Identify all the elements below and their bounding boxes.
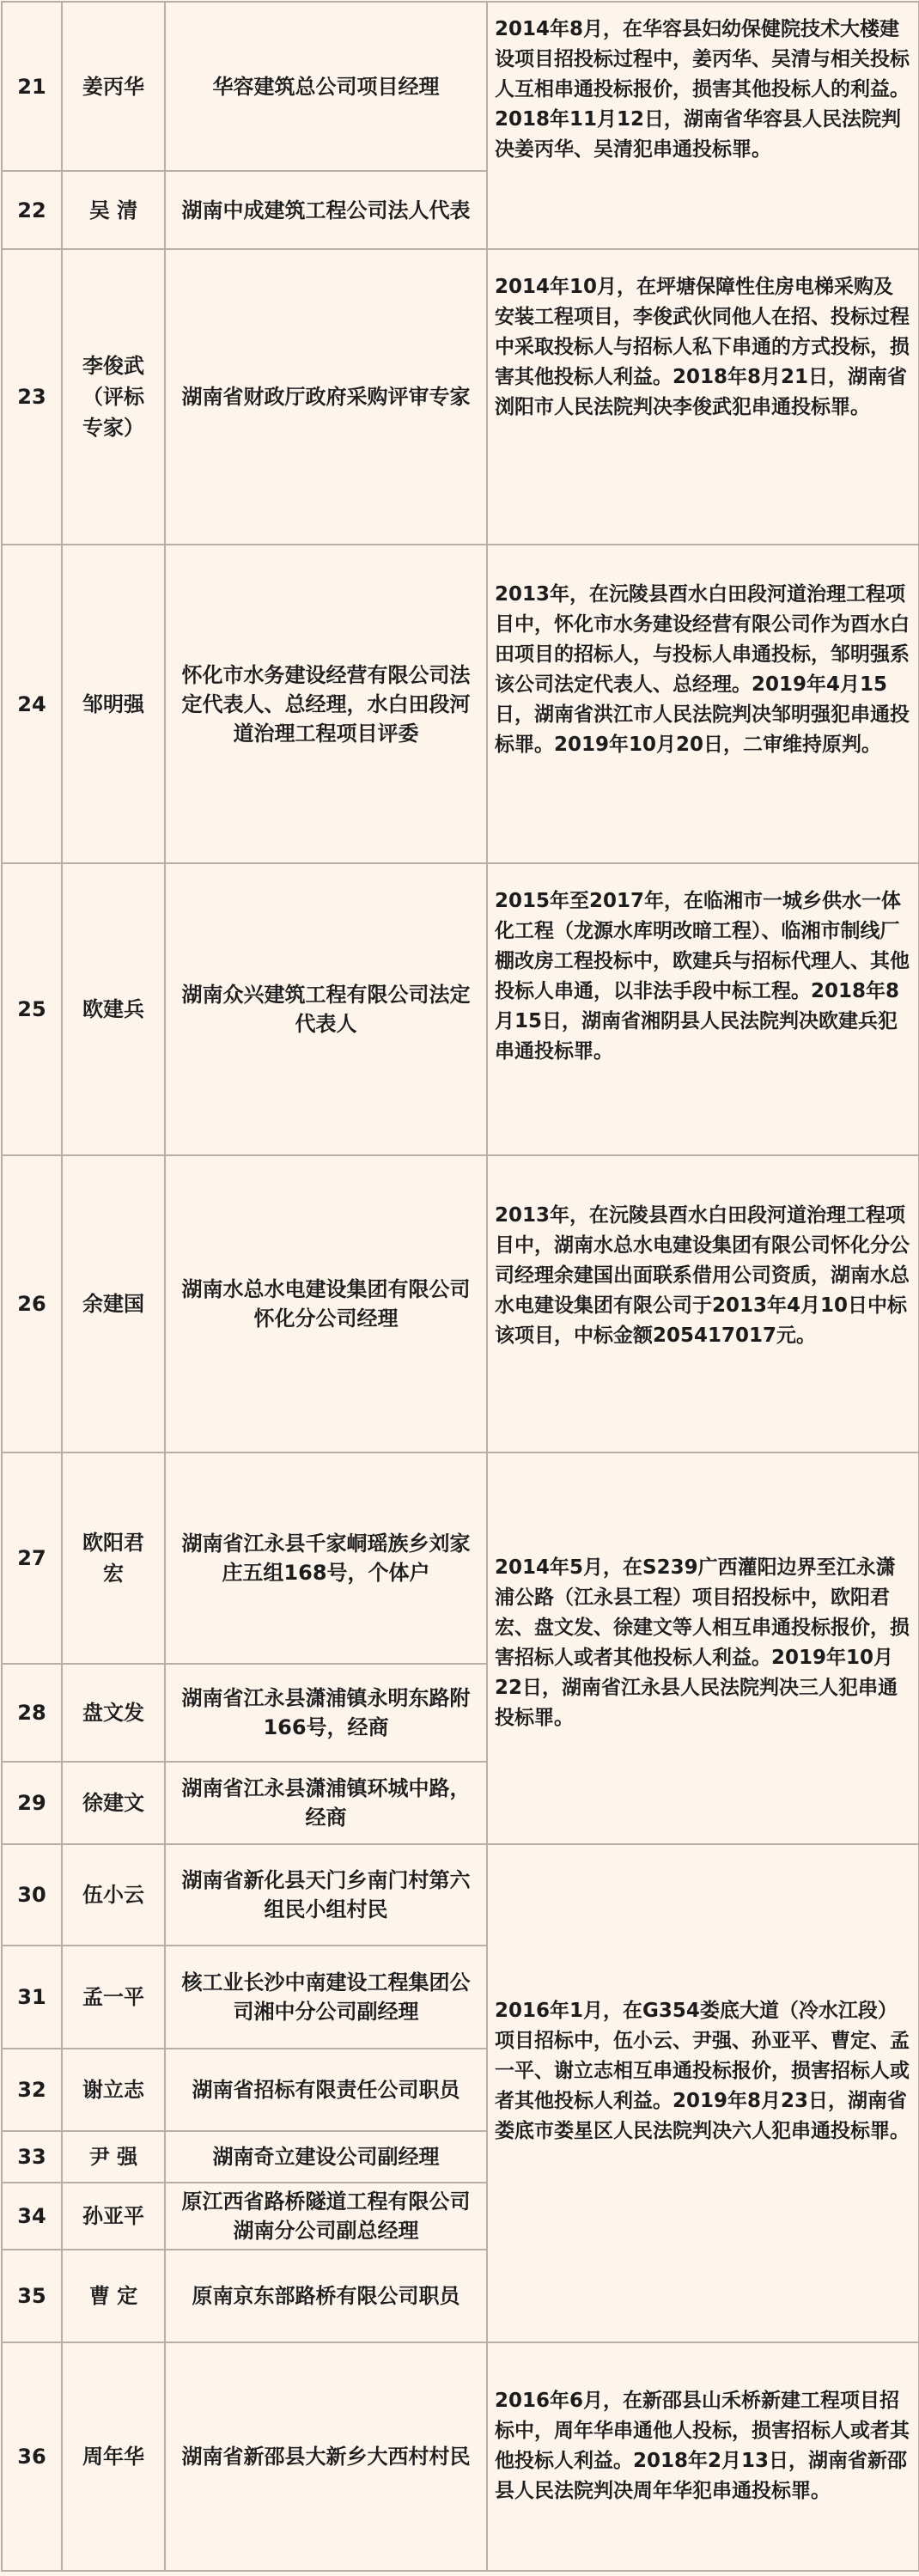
case-description bbox=[487, 1452, 919, 1844]
case-text: 2013年，在沅陵县酉水白田段河道治理工程项目中，怀化市水务建设经营有限公司作为酉水白田项目的招标人，与投标人串通投标，邹明强系该公司法定代表人、总经理。2019年4月15日，湖南省洪江市人民法院判决邹明强犯串通投标罪。2019年10月20日，二审维持原判。 bbox=[495, 583, 910, 756]
case-description bbox=[487, 863, 919, 1155]
person-position: 湖南省新化县天门乡南门村第六组民小组村民 bbox=[165, 1844, 487, 1946]
person-name: 孙亚平 bbox=[62, 2183, 165, 2250]
person-name: 李俊武（评标专家） bbox=[62, 249, 165, 545]
person-position: 湖南省江永县潇浦镇永明东路附166号，经商 bbox=[165, 1664, 487, 1762]
table-row bbox=[2, 545, 919, 863]
case-description bbox=[487, 1844, 919, 2342]
person-name: 欧阳君宏 bbox=[62, 1452, 165, 1664]
case-description bbox=[487, 1155, 919, 1452]
case-text: 2014年5月，在S239广西灌阳边界至江永潇浦公路（江永县工程）项目招投标中，欧阳君宏、盘文发、徐建文等人相互串通投标报价，损害招标人或者其他投标人利益。2019年10月22日，湖南省江永县人民法院判决三人犯串通投标罪。 bbox=[495, 1556, 910, 1729]
row-number: 28 bbox=[2, 1664, 62, 1762]
case-description bbox=[487, 2, 919, 249]
case-description bbox=[487, 2342, 919, 2571]
table-row bbox=[2, 2, 919, 171]
person-position: 湖南省江永县潇浦镇环城中路，经商 bbox=[165, 1762, 487, 1844]
person-position: 湖南省招标有限责任公司职员 bbox=[165, 2049, 487, 2131]
case-text: 2016年1月，在G354娄底大道（冷水江段）项目招标中，伍小云、尹强、孙亚平、曹定、孟一平、谢立志相互串通投标报价，损害招标人或者其他投标人利益。2019年8月23日，湖南省娄底市娄星区人民法院判决六人犯串通投标罪。 bbox=[495, 2000, 910, 2142]
table-row bbox=[2, 249, 919, 545]
row-number: 25 bbox=[2, 863, 62, 1155]
row-number: 32 bbox=[2, 2049, 62, 2131]
person-position: 湖南省财政厅政府采购评审专家 bbox=[165, 249, 487, 545]
table-row bbox=[2, 2342, 919, 2571]
person-name: 谢立志 bbox=[62, 2049, 165, 2131]
person-position: 湖南众兴建筑工程有限公司法定代表人 bbox=[165, 863, 487, 1155]
person-position: 湖南奇立建设公司副经理 bbox=[165, 2131, 487, 2183]
row-number: 21 bbox=[2, 2, 62, 171]
row-number: 34 bbox=[2, 2183, 62, 2250]
row-number: 35 bbox=[2, 2250, 62, 2342]
person-name: 邹明强 bbox=[62, 545, 165, 863]
person-position: 原江西省路桥隧道工程有限公司湖南分公司副总经理 bbox=[165, 2183, 487, 2250]
table-row bbox=[2, 1452, 919, 1664]
person-name: 徐建文 bbox=[62, 1762, 165, 1844]
case-text: 2015年至2017年，在临湘市一城乡供水一体化工程（龙源水库明改暗工程）、临湘市制线厂棚改房工程投标中，欧建兵与招标代理人、其他投标人串通，以非法手段中标工程。2018年8月15日，湖南省湘阴县人民法院判决欧建兵犯串通投标罪。 bbox=[495, 890, 910, 1063]
person-name: 余建国 bbox=[62, 1155, 165, 1452]
case-description bbox=[487, 545, 919, 863]
case-text: 2014年8月，在华容县妇幼保健院技术大楼建设项目招投标过程中，姜丙华、吴清与相关投标人互相串通投标报价，损害其他投标人的利益。2018年11月12日，湖南省华容县人民法院判决姜丙华、吴清犯串通投标罪。 bbox=[495, 18, 910, 161]
person-position: 湖南省江永县千家峒瑶族乡刘家庄五组168号，个体户 bbox=[165, 1452, 487, 1664]
row-number: 27 bbox=[2, 1452, 62, 1664]
row-number: 24 bbox=[2, 545, 62, 863]
person-name: 欧建兵 bbox=[62, 863, 165, 1155]
person-position: 湖南中成建筑工程公司法人代表 bbox=[165, 171, 487, 249]
person-name: 尹 强 bbox=[62, 2131, 165, 2183]
row-number: 26 bbox=[2, 1155, 62, 1452]
row-number: 36 bbox=[2, 2342, 62, 2571]
person-name: 曹 定 bbox=[62, 2250, 165, 2342]
case-text: 2014年10月，在坪塘保障性住房电梯采购及安装工程项目，李俊武伙同他人在招、投标过程中采取投标人与招标人私下串通的方式投标，损害其他投标人利益。2018年8月21日，湖南省浏阳市人民法院判决李俊武犯串通投标罪。 bbox=[495, 276, 910, 418]
person-name: 周年华 bbox=[62, 2342, 165, 2571]
table-row bbox=[2, 1155, 919, 1452]
case-text: 2013年，在沅陵县酉水白田段河道治理工程项目中，湖南水总水电建设集团有限公司怀化分公司经理余建国出面联系借用公司资质，湖南水总水电建设集团有限公司于2013年4月10日中标该项目，中标金额205417017元。 bbox=[495, 1204, 910, 1347]
row-number: 30 bbox=[2, 1844, 62, 1946]
person-name: 孟一平 bbox=[62, 1946, 165, 2049]
person-position: 原南京东部路桥有限公司职员 bbox=[165, 2250, 487, 2342]
person-position: 怀化市水务建设经营有限公司法定代表人、总经理，水白田段河道治理工程项目评委 bbox=[165, 545, 487, 863]
table-row bbox=[2, 1844, 919, 1946]
person-position: 核工业长沙中南建设工程集团公司湘中分公司副经理 bbox=[165, 1946, 487, 2049]
row-number: 29 bbox=[2, 1762, 62, 1844]
case-text: 2016年6月，在新邵县山禾桥新建工程项目招标中，周年华串通他人投标，损害招标人或者其他投标人利益。2018年2月13日，湖南省新邵县人民法院判决周年华犯串通投标罪。 bbox=[495, 2390, 910, 2502]
row-number: 23 bbox=[2, 249, 62, 545]
row-number: 22 bbox=[2, 171, 62, 249]
person-name: 吴 清 bbox=[62, 171, 165, 249]
person-name: 姜丙华 bbox=[62, 2, 165, 171]
case-description bbox=[487, 249, 919, 545]
table-row bbox=[2, 863, 919, 1155]
row-number: 31 bbox=[2, 1946, 62, 2049]
person-name: 盘文发 bbox=[62, 1664, 165, 1762]
row-number: 33 bbox=[2, 2131, 62, 2183]
person-position: 湖南省新邵县大新乡大西村村民 bbox=[165, 2342, 487, 2571]
person-position: 华容建筑总公司项目经理 bbox=[165, 2, 487, 171]
person-name: 伍小云 bbox=[62, 1844, 165, 1946]
person-position: 湖南水总水电建设集团有限公司怀化分公司经理 bbox=[165, 1155, 487, 1452]
offender-table bbox=[1, 1, 919, 2572]
